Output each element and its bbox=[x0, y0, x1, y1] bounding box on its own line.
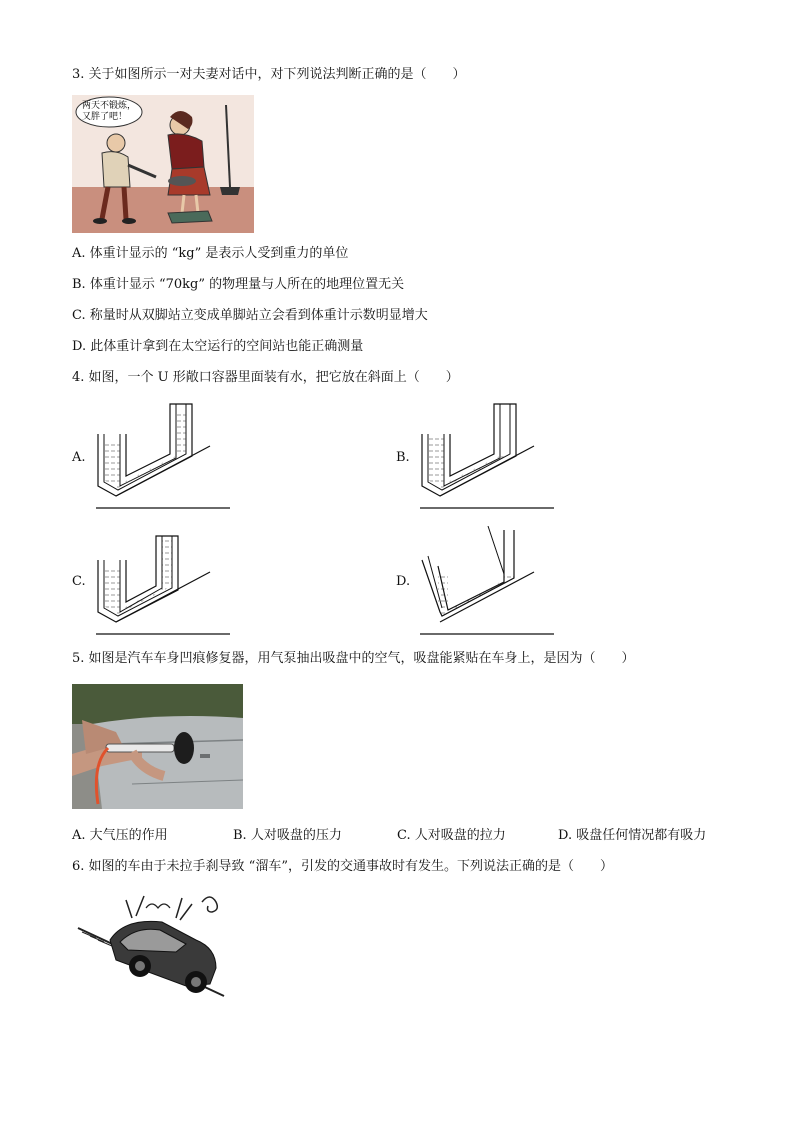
q4-figure-d bbox=[418, 526, 558, 638]
q3-stem: 3. 关于如图所示一对夫妻对话中，对下列说法判断正确的是（ ） bbox=[72, 67, 466, 82]
q3-option-d[interactable]: D. 此体重计拿到在太空运行的空间站也能正确测量 bbox=[72, 339, 364, 354]
q3-bubble-line-1: 两天不锻炼， bbox=[82, 101, 137, 111]
q4-figure-c bbox=[94, 526, 234, 638]
q5-option-c[interactable]: C. 人对吸盘的拉力 bbox=[397, 828, 506, 843]
q6-rolling-car-illustration bbox=[76, 888, 226, 1000]
q5-option-d[interactable]: D. 吸盘任何情况都有吸力 bbox=[558, 828, 707, 843]
q5-car-dent-repair-photo bbox=[72, 684, 243, 809]
q6-stem: 6. 如图的车由于未拉手刹导致 “溜车”，引发的交通事故时有发生。下列说法正确的是（ ） bbox=[72, 859, 613, 874]
q5-option-a[interactable]: A. 大气压的作用 bbox=[72, 828, 168, 843]
q3-couple-illustration bbox=[72, 95, 254, 233]
q4-label-c[interactable]: C. bbox=[72, 574, 86, 589]
q4-label-b[interactable]: B. bbox=[396, 450, 410, 465]
q4-label-a[interactable]: A. bbox=[72, 450, 86, 465]
q3-option-b[interactable]: B. 体重计显示 “70kg” 的物理量与人所在的地理位置无关 bbox=[72, 277, 405, 292]
q4-figure-a bbox=[94, 400, 234, 512]
q3-option-a[interactable]: A. 体重计显示的 “kg” 是表示人受到重力的单位 bbox=[72, 246, 349, 261]
q4-label-d[interactable]: D. bbox=[396, 574, 411, 589]
q5-stem: 5. 如图是汽车车身凹痕修复器，用气泵抽出吸盘中的空气，吸盘能紧贴在车身上，是因为（ ） bbox=[72, 651, 635, 666]
q4-figure-b bbox=[418, 400, 558, 512]
q3-bubble-line-2: 又胖了吧！ bbox=[82, 112, 128, 122]
q3-bubble-text bbox=[82, 101, 136, 123]
q3-option-c[interactable]: C. 称量时从双脚站立变成单脚站立会看到体重计示数明显增大 bbox=[72, 308, 428, 323]
q5-option-b[interactable]: B. 人对吸盘的压力 bbox=[233, 828, 342, 843]
q4-stem: 4. 如图，一个 U 形敞口容器里面装有水，把它放在斜面上（ ） bbox=[72, 370, 459, 385]
